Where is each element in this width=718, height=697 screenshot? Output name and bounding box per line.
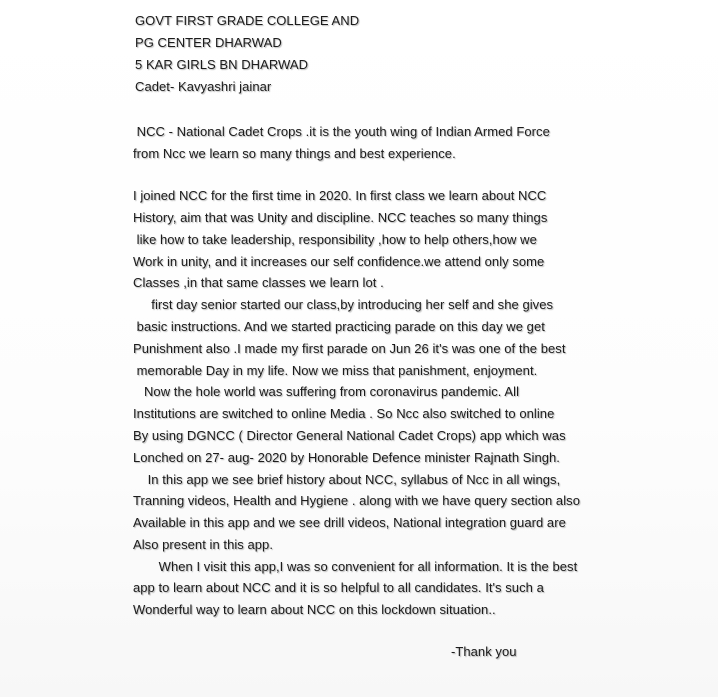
body-line-14: In this app we see brief history about NCC, syllabus of Ncc in all wings, — [133, 472, 561, 487]
body-line-1: I joined NCC for the first time in 2020. In first class we learn about NCC — [133, 188, 547, 203]
intro-line-1: NCC - National Cadet Crops .it is the youth wing of Indian Armed Force — [133, 124, 550, 139]
header-college-line2: PG CENTER DHARWAD — [135, 35, 282, 50]
body-line-19: app to learn about NCC and it is so helpful to all candidates. It's such a — [133, 580, 544, 595]
body-line-16: Available in this app and we see drill videos, National integration guard are — [133, 515, 566, 530]
header-college-line1: GOVT FIRST GRADE COLLEGE AND — [135, 13, 360, 28]
body-line-3: like how to take leadership, responsibility ,how to help others,how we — [133, 232, 537, 247]
body-line-12: By using DGNCC ( Director General National Cadet Crops) app which was — [133, 428, 566, 443]
body-line-18: When I visit this app,I was so convenient for all information. It is the best — [133, 559, 578, 574]
body-line-8: Punishment also .I made my first parade on Jun 26 it's was one of the best — [133, 341, 566, 356]
header-cadet-name: Cadet- Kavyashri jainar — [135, 79, 272, 94]
body-line-9: memorable Day in my life. Now we miss that panishment, enjoyment. — [133, 363, 538, 378]
body-line-15: Tranning videos, Health and Hygiene . along with we have query section also — [133, 493, 580, 508]
body-line-2: History, aim that was Unity and discipline. NCC teaches so many things — [133, 210, 548, 225]
body-line-7: basic instructions. And we started practicing parade on this day we get — [133, 319, 545, 334]
body-line-4: Work in unity, and it increases our self confidence.we attend only some — [133, 254, 545, 269]
intro-line-2: from Ncc we learn so many things and best experience. — [133, 146, 456, 161]
body-line-13: Lonched on 27- aug- 2020 by Honorable Defence minister Rajnath Singh. — [133, 450, 560, 465]
body-line-6: first day senior started our class,by introducing her self and she gives — [133, 297, 554, 312]
body-line-17: Also present in this app. — [133, 537, 273, 552]
body-line-20: Wonderful way to learn about NCC on this lockdown situation.. — [133, 602, 496, 617]
body-line-5: Classes ,in that same classes we learn lot . — [133, 275, 384, 290]
body-line-10: Now the hole world was suffering from coronavirus pandemic. All — [133, 384, 520, 399]
body-line-11: Institutions are switched to online Media . So Ncc also switched to online — [133, 406, 555, 421]
closing-signoff: -Thank you — [451, 644, 517, 659]
header-battalion: 5 KAR GIRLS BN DHARWAD — [135, 57, 309, 72]
